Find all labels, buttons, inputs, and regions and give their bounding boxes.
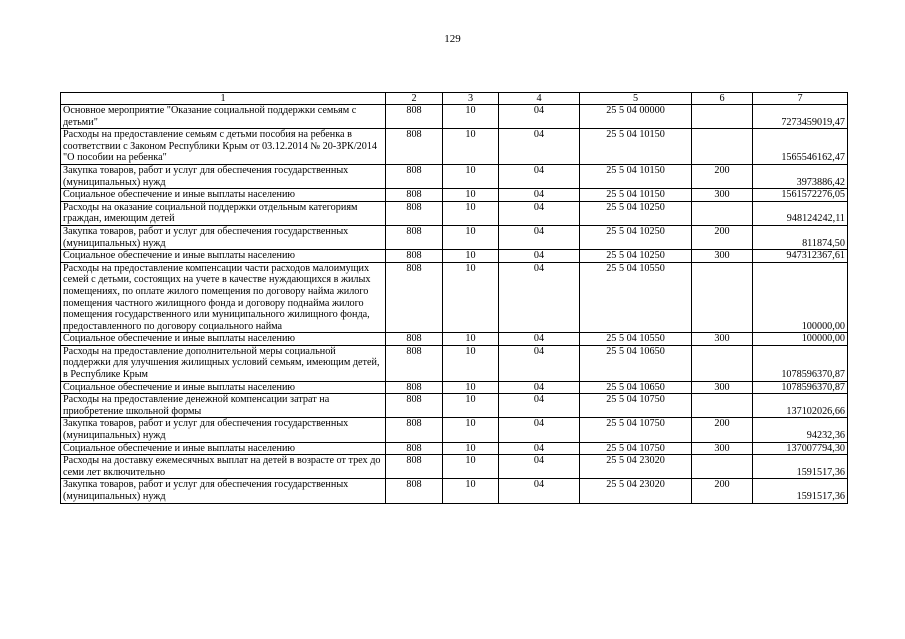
row-sum-cell: 1565546162,47: [753, 129, 848, 165]
row-target-code-cell: 25 5 04 10150: [580, 164, 692, 188]
row-subsection-cell: 04: [499, 189, 580, 202]
row-subsection-cell: 04: [499, 455, 580, 479]
header-cell: 4: [499, 93, 580, 105]
row-sum-cell: 100000,00: [753, 262, 848, 333]
row-sum-cell: 7273459019,47: [753, 105, 848, 129]
row-name-cell: Закупка товаров, работ и услуг для обеспечения государственных (муниципальных) нужд: [61, 164, 386, 188]
row-code-cell: 808: [386, 225, 443, 249]
row-expense-type-cell: 200: [692, 418, 753, 442]
header-row: [61, 93, 848, 105]
table-row: [61, 201, 848, 225]
row-code-cell: 808: [386, 381, 443, 394]
row-subsection-cell: 04: [499, 418, 580, 442]
row-section-cell: 10: [443, 225, 499, 249]
table-row: [61, 189, 848, 202]
row-name-cell: Основное мероприятие "Оказание социальной поддержки семьям с детьми": [61, 105, 386, 129]
row-subsection-cell: 04: [499, 381, 580, 394]
row-code-cell: 808: [386, 394, 443, 418]
row-expense-type-cell: [692, 262, 753, 333]
row-target-code-cell: 25 5 04 10650: [580, 345, 692, 381]
row-target-code-cell: 25 5 04 23020: [580, 455, 692, 479]
table-row: [61, 250, 848, 263]
table-row: [61, 262, 848, 333]
row-expense-type-cell: 300: [692, 333, 753, 346]
row-sum-cell: 1591517,36: [753, 479, 848, 503]
row-section-cell: 10: [443, 164, 499, 188]
row-expense-type-cell: 300: [692, 250, 753, 263]
row-expense-type-cell: [692, 201, 753, 225]
row-code-cell: 808: [386, 189, 443, 202]
row-subsection-cell: 04: [499, 333, 580, 346]
row-expense-type-cell: [692, 455, 753, 479]
row-expense-type-cell: [692, 129, 753, 165]
row-subsection-cell: 04: [499, 442, 580, 455]
row-expense-type-cell: [692, 105, 753, 129]
row-target-code-cell: 25 5 04 10550: [580, 262, 692, 333]
row-code-cell: 808: [386, 455, 443, 479]
table-row: [61, 442, 848, 455]
table-row: [61, 333, 848, 346]
row-sum-cell: 137007794,30: [753, 442, 848, 455]
row-code-cell: 808: [386, 105, 443, 129]
row-code-cell: 808: [386, 333, 443, 346]
row-subsection-cell: 04: [499, 394, 580, 418]
row-target-code-cell: 25 5 04 10750: [580, 442, 692, 455]
row-subsection-cell: 04: [499, 105, 580, 129]
row-section-cell: 10: [443, 105, 499, 129]
table-row: [61, 225, 848, 249]
row-sum-cell: 811874,50: [753, 225, 848, 249]
table-row: [61, 105, 848, 129]
row-expense-type-cell: 200: [692, 479, 753, 503]
row-sum-cell: 1078596370,87: [753, 345, 848, 381]
row-target-code-cell: 25 5 04 10250: [580, 250, 692, 263]
table-row: [61, 418, 848, 442]
header-cell: 2: [386, 93, 443, 105]
row-target-code-cell: 25 5 04 10250: [580, 225, 692, 249]
row-code-cell: 808: [386, 250, 443, 263]
row-name-cell: Расходы на предоставление компенсации части расходов малоимущих семей с детьми, состоящих на учете в качестве нуждающихся в жилых помещениях, по оплате жилого помещения по договору найма жилого помещения частного жилищного фонда и договору поднайма жилого помещения государственного или муниципального жилищного фонда, предоставленного по договору социального найма: [61, 262, 386, 333]
row-sum-cell: 1078596370,87: [753, 381, 848, 394]
row-subsection-cell: 04: [499, 201, 580, 225]
row-name-cell: Расходы на доставку ежемесячных выплат на детей в возрасте от трех до семи лет включительно: [61, 455, 386, 479]
row-section-cell: 10: [443, 262, 499, 333]
row-expense-type-cell: 300: [692, 189, 753, 202]
header-cell: 7: [753, 93, 848, 105]
row-target-code-cell: 25 5 04 10650: [580, 381, 692, 394]
row-sum-cell: 100000,00: [753, 333, 848, 346]
row-section-cell: 10: [443, 418, 499, 442]
row-subsection-cell: 04: [499, 262, 580, 333]
row-code-cell: 808: [386, 345, 443, 381]
row-subsection-cell: 04: [499, 250, 580, 263]
row-sum-cell: 1591517,36: [753, 455, 848, 479]
row-name-cell: Закупка товаров, работ и услуг для обеспечения государственных (муниципальных) нужд: [61, 225, 386, 249]
row-code-cell: 808: [386, 129, 443, 165]
row-section-cell: 10: [443, 455, 499, 479]
row-target-code-cell: 25 5 04 10550: [580, 333, 692, 346]
row-name-cell: Закупка товаров, работ и услуг для обеспечения государственных (муниципальных) нужд: [61, 479, 386, 503]
table-row: [61, 455, 848, 479]
row-expense-type-cell: 200: [692, 164, 753, 188]
row-target-code-cell: 25 5 04 23020: [580, 479, 692, 503]
row-target-code-cell: 25 5 04 10750: [580, 418, 692, 442]
row-sum-cell: 1561572276,05: [753, 189, 848, 202]
row-subsection-cell: 04: [499, 225, 580, 249]
row-name-cell: Расходы на предоставление денежной компенсации затрат на приобретение школьной формы: [61, 394, 386, 418]
row-name-cell: Закупка товаров, работ и услуг для обеспечения государственных (муниципальных) нужд: [61, 418, 386, 442]
row-section-cell: 10: [443, 333, 499, 346]
row-section-cell: 10: [443, 442, 499, 455]
row-name-cell: Социальное обеспечение и иные выплаты населению: [61, 442, 386, 455]
row-expense-type-cell: 200: [692, 225, 753, 249]
row-target-code-cell: 25 5 04 10750: [580, 394, 692, 418]
row-name-cell: Расходы на предоставление семьям с детьми пособия на ребенка в соответствии с Законом Республики Крым от 03.12.2014 № 20-ЗРК/2014 "О пособии на ребенка": [61, 129, 386, 165]
table-row: [61, 164, 848, 188]
table-row: [61, 345, 848, 381]
table-row: [61, 394, 848, 418]
header-cell: 6: [692, 93, 753, 105]
row-name-cell: Социальное обеспечение и иные выплаты населению: [61, 333, 386, 346]
table-row: [61, 381, 848, 394]
row-sum-cell: 94232,36: [753, 418, 848, 442]
row-subsection-cell: 04: [499, 164, 580, 188]
row-subsection-cell: 04: [499, 479, 580, 503]
row-target-code-cell: 25 5 04 00000: [580, 105, 692, 129]
row-name-cell: Расходы на оказание социальной поддержки отдельным категориям граждан, имеющим детей: [61, 201, 386, 225]
table-row: [61, 479, 848, 503]
row-subsection-cell: 04: [499, 345, 580, 381]
row-sum-cell: 947312367,61: [753, 250, 848, 263]
row-target-code-cell: 25 5 04 10150: [580, 129, 692, 165]
row-code-cell: 808: [386, 479, 443, 503]
row-name-cell: Социальное обеспечение и иные выплаты населению: [61, 250, 386, 263]
budget-table: [60, 92, 848, 504]
row-target-code-cell: 25 5 04 10250: [580, 201, 692, 225]
row-name-cell: Социальное обеспечение и иные выплаты населению: [61, 381, 386, 394]
row-code-cell: 808: [386, 442, 443, 455]
row-section-cell: 10: [443, 381, 499, 394]
row-section-cell: 10: [443, 189, 499, 202]
row-sum-cell: 948124242,11: [753, 201, 848, 225]
row-section-cell: 10: [443, 129, 499, 165]
row-sum-cell: 137102026,66: [753, 394, 848, 418]
row-code-cell: 808: [386, 201, 443, 225]
row-code-cell: 808: [386, 262, 443, 333]
row-sum-cell: 3973886,42: [753, 164, 848, 188]
header-cell: 5: [580, 93, 692, 105]
header-cell: 1: [61, 93, 386, 105]
table-row: [61, 129, 848, 165]
row-section-cell: 10: [443, 250, 499, 263]
row-section-cell: 10: [443, 394, 499, 418]
row-name-cell: Социальное обеспечение и иные выплаты населению: [61, 189, 386, 202]
row-section-cell: 10: [443, 479, 499, 503]
row-name-cell: Расходы на предоставление дополнительной меры социальной поддержки для улучшения жилищных условий семьям, имеющим детей, в Республике Крым: [61, 345, 386, 381]
row-target-code-cell: 25 5 04 10150: [580, 189, 692, 202]
row-section-cell: 10: [443, 201, 499, 225]
row-expense-type-cell: 300: [692, 442, 753, 455]
row-code-cell: 808: [386, 164, 443, 188]
row-expense-type-cell: [692, 394, 753, 418]
page-number: 129: [444, 33, 461, 45]
row-expense-type-cell: 300: [692, 381, 753, 394]
header-cell: 3: [443, 93, 499, 105]
row-section-cell: 10: [443, 345, 499, 381]
row-code-cell: 808: [386, 418, 443, 442]
row-subsection-cell: 04: [499, 129, 580, 165]
row-expense-type-cell: [692, 345, 753, 381]
